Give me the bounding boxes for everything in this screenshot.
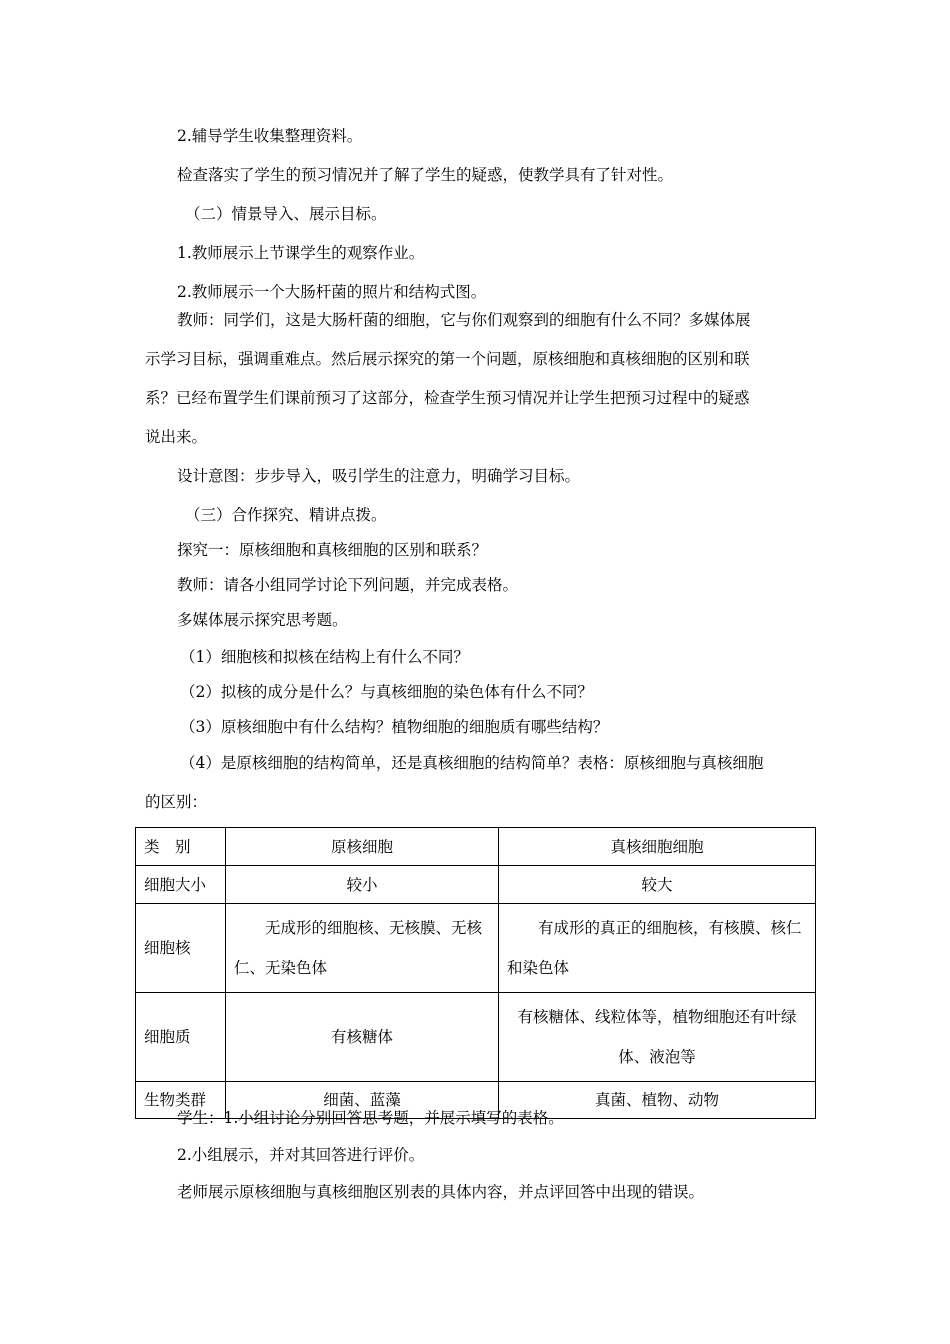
paragraph: 检查落实了学生的预习情况并了解了学生的疑惑，使教学具有了针对性。 bbox=[177, 166, 674, 184]
paragraph: 系？已经布置学生们课前预习了这部分，检查学生预习情况并让学生把预习过程中的疑惑 bbox=[145, 389, 750, 407]
paragraph: 教师：请各小组同学讨论下列问题，并完成表格。 bbox=[177, 576, 519, 594]
table-row bbox=[136, 866, 816, 904]
paragraph: 老师展示原核细胞与真核细胞区别表的具体内容，并点评回答中出现的错误。 bbox=[177, 1183, 705, 1201]
table-header-cell: 真核细胞细胞 bbox=[499, 828, 816, 866]
table-cell: 有核糖体、线粒体等，植物细胞还有叶绿体、液泡等 bbox=[499, 993, 816, 1082]
question-item: （2）拟核的成分是什么？与真核细胞的染色体有什么不同？ bbox=[180, 683, 593, 701]
paragraph: 学生：1.小组讨论分别回答思考题，并展示填写的表格。 bbox=[177, 1109, 564, 1127]
table-cell: 细胞大小 bbox=[136, 866, 226, 904]
table-header-cell: 类 别 bbox=[136, 828, 226, 866]
table-row bbox=[136, 904, 816, 993]
paragraph: 设计意图：步步导入，吸引学生的注意力，明确学习目标。 bbox=[177, 467, 581, 485]
table-header-cell: 原核细胞 bbox=[226, 828, 499, 866]
table-cell: 细胞核 bbox=[136, 904, 226, 993]
table-cell: 生物类群 bbox=[136, 1082, 226, 1119]
table-cell: 较小 bbox=[226, 866, 499, 904]
paragraph: 2.小组展示，并对其回答进行评价。 bbox=[177, 1146, 425, 1164]
paragraph: 说出来。 bbox=[145, 428, 208, 446]
question-item: （3）原核细胞中有什么结构？植物细胞的细胞质有哪些结构？ bbox=[180, 718, 609, 736]
table-cell: 有核糖体 bbox=[226, 993, 499, 1082]
paragraph: 2.辅导学生收集整理资料。 bbox=[177, 127, 363, 145]
table-cell: 无成形的细胞核、无核膜、无核仁、无染色体 bbox=[226, 904, 499, 993]
table-header-row bbox=[136, 828, 816, 866]
paragraph: 多媒体展示探究思考题。 bbox=[177, 611, 348, 629]
question-item: （1）细胞核和拟核在结构上有什么不同？ bbox=[180, 648, 469, 666]
table-row bbox=[136, 993, 816, 1082]
table-cell: 真菌、植物、动物 bbox=[499, 1082, 816, 1119]
question-item: （4）是原核细胞的结构简单，还是真核细胞的结构简单？表格：原核细胞与真核细胞 bbox=[180, 754, 764, 772]
table-cell: 有成形的真正的细胞核，有核膜、核仁和染色体 bbox=[499, 904, 816, 993]
paragraph: 2.教师展示一个大肠杆菌的照片和结构式图。 bbox=[177, 283, 487, 301]
paragraph: 示学习目标，强调重难点。然后展示探究的第一个问题，原核细胞和真核细胞的区别和联 bbox=[145, 350, 750, 368]
section-heading: （三）合作探究、精讲点拨。 bbox=[185, 506, 387, 524]
comparison-table bbox=[135, 827, 816, 1119]
table-cell: 细胞质 bbox=[136, 993, 226, 1082]
paragraph: 教师：同学们，这是大肠杆菌的细胞，它与你们观察到的细胞有什么不同？多媒体展 bbox=[177, 311, 751, 329]
section-heading: （二）情景导入、展示目标。 bbox=[185, 205, 387, 223]
paragraph: 的区别： bbox=[145, 793, 208, 811]
table-cell: 较大 bbox=[499, 866, 816, 904]
paragraph: 探究一：原核细胞和真核细胞的区别和联系？ bbox=[177, 541, 488, 559]
table-cell: 细菌、蓝藻 bbox=[226, 1082, 499, 1119]
paragraph: 1.教师展示上节课学生的观察作业。 bbox=[177, 244, 425, 262]
